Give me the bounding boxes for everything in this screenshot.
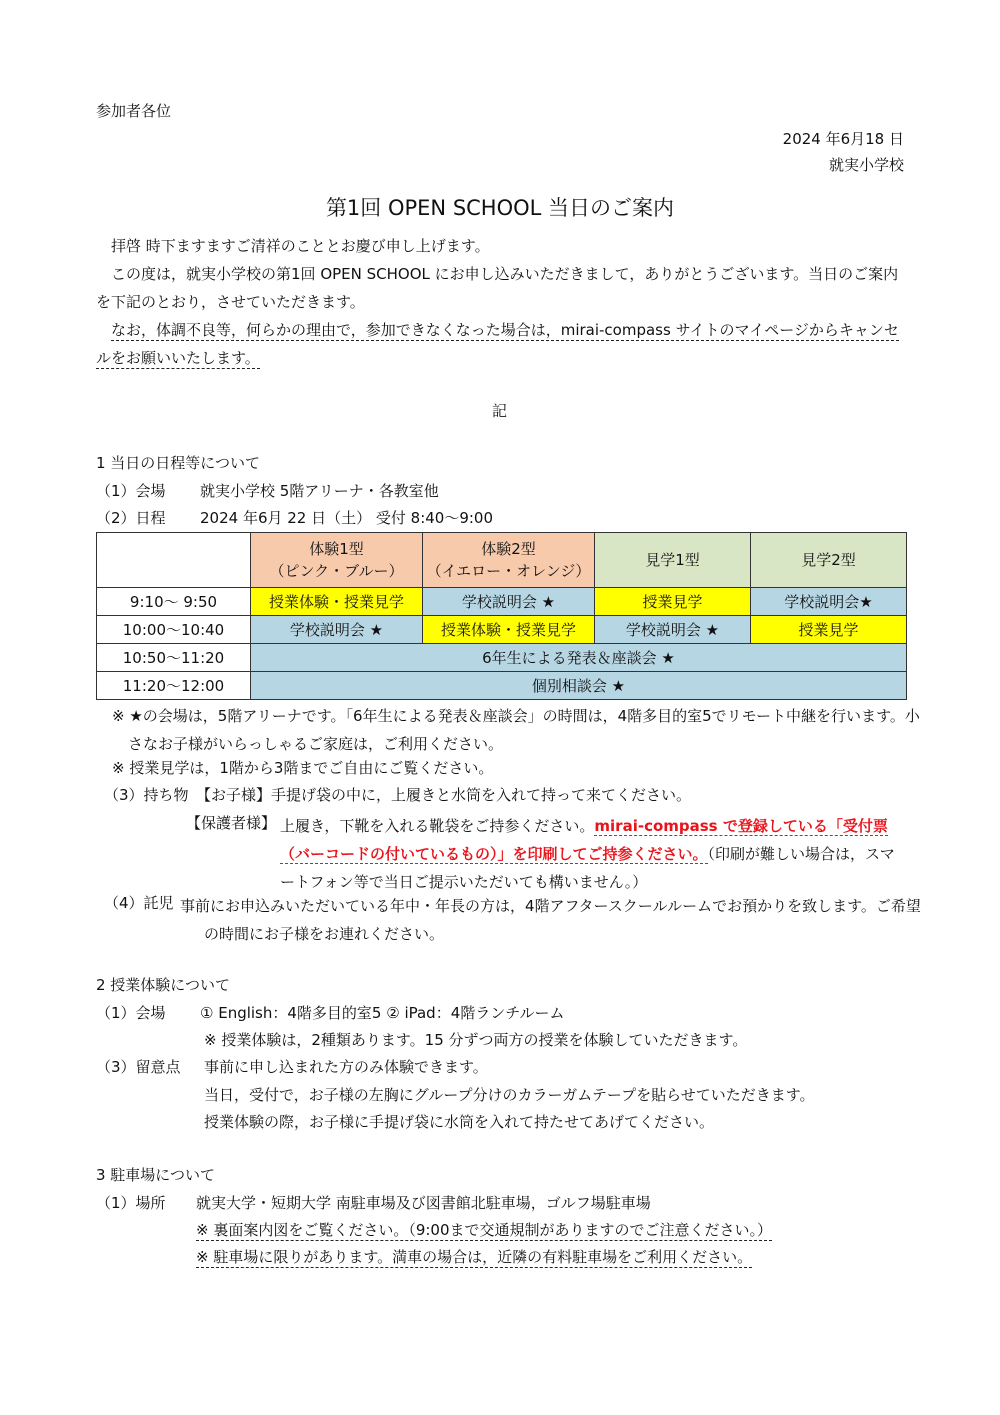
intro-paragraph: この度は，就実小学校の第1回 OPEN SCHOOL にお申し込みいただきまして，ありがとうございます。当日のご案内を下記のとおり，させていただきます。 xyxy=(96,265,899,311)
greeting: 拝啓 時下ますますご清祥のこととお慶び申し上げます。 xyxy=(111,237,490,255)
merged-cell: 6年生による発表＆座談会 ★ xyxy=(251,644,907,672)
s3-note-1 xyxy=(196,1219,772,1240)
table-corner-cell xyxy=(97,533,251,588)
table-row xyxy=(97,616,907,644)
s2-notes-2: 当日，受付で，お子様の左胸にグループ分けのカラーガムテープを貼らせていただきます。 xyxy=(204,1086,815,1104)
items-parent-text: 上履き，下靴を入れる靴袋をご持参ください。 xyxy=(280,817,595,835)
document-date: 2024 年6月18 日 xyxy=(782,130,904,148)
header-line1: 体験2型 xyxy=(481,540,536,558)
ki-label: 記 xyxy=(492,402,508,420)
header-line2: （イエロー・オレンジ） xyxy=(426,562,591,580)
header-cell xyxy=(751,533,907,588)
venue-label: （1）会場 xyxy=(96,482,166,500)
observation-note: ※ 授業見学は，1階から3階までご自由にご覧ください。 xyxy=(112,759,494,777)
items-parent-label: 【保護者様】 xyxy=(186,814,277,832)
table-cell: 学校説明会★ xyxy=(751,588,907,616)
header-cell xyxy=(251,533,423,588)
section2-heading: 2 授業体験について xyxy=(96,976,231,994)
table-cell: 学校説明会 ★ xyxy=(423,588,595,616)
header-line1: 見学1型 xyxy=(645,551,700,569)
time-cell: 11:20～12:00 xyxy=(97,672,251,700)
items-parent-tail: （印刷が難しい場合は，スマートフォン等で当日ご提示いただいても構いません。） xyxy=(280,845,895,891)
header-line1: 体験1型 xyxy=(309,540,364,558)
time-cell: 9:10～ 9:50 xyxy=(97,588,251,616)
s2-notes-label: （3）留意点 xyxy=(96,1058,181,1076)
section1-heading: 1 当日の日程等について xyxy=(96,454,261,472)
schedule-table xyxy=(96,532,907,700)
s2-notes-1: 事前に申し込まれた方のみ体験できます。 xyxy=(204,1058,488,1076)
s2-notes-3: 授業体験の際，お子様に手提げ袋に水筒を入れて持たせてあげてください。 xyxy=(204,1113,715,1131)
s3-place-label: （1）場所 xyxy=(96,1194,166,1212)
table-cell: 授業見学 xyxy=(595,588,751,616)
s2-venue-text: ① English：4階多目的室5 ② iPad：4階ランチルーム xyxy=(200,1004,565,1022)
table-row xyxy=(97,672,907,700)
table-row xyxy=(97,644,907,672)
merged-cell: 個別相談会 ★ xyxy=(251,672,907,700)
star-venue-note: ※ ★の会場は，5階アリーナです。「6年生による発表＆座談会」の時間は，4階多目的室5でリモート中継を行います。小さなお子様がいらっしゃるご家庭は，ご利用ください。 xyxy=(112,707,920,753)
table-cell: 学校説明会 ★ xyxy=(595,616,751,644)
time-cell: 10:00～10:40 xyxy=(97,616,251,644)
table-cell: 学校説明会 ★ xyxy=(251,616,423,644)
section3-heading: 3 駐車場について xyxy=(96,1166,216,1184)
schedule-label: （2）日程 xyxy=(96,509,166,527)
schedule-text: 2024 年6月 22 日（土） 受付 8:40～9:00 xyxy=(200,509,494,527)
childcare-text: 事前にお申込みいただいている年中・年長の方は，4階アフタースクールルームでお預かりを致します。ご希望の時間にお子様をお連れください。 xyxy=(180,897,921,943)
time-cell: 10:50～11:20 xyxy=(97,644,251,672)
childcare-label: （4）託児 xyxy=(104,894,174,912)
items-parent-block xyxy=(280,812,908,896)
header-line2: （ピンク・ブルー） xyxy=(269,562,404,580)
table-cell: 授業体験・授業見学 xyxy=(423,616,595,644)
cancel-notice xyxy=(96,316,908,372)
addressee: 参加者各位 xyxy=(96,102,172,120)
items-label: （3）持ち物 xyxy=(104,786,189,804)
header-line1: 見学2型 xyxy=(801,551,856,569)
s2-venue-note: ※ 授業体験は，2種類あります。15 分ずつ両方の授業を体験していただきます。 xyxy=(204,1031,748,1049)
table-cell: 授業体験・授業見学 xyxy=(251,588,423,616)
header-cell xyxy=(595,533,751,588)
s3-note-2 xyxy=(196,1246,752,1267)
print-receipt-notice: mirai-compass で登録している「受付票（バーコードの付いているもの）」を印刷してご持参ください。 xyxy=(280,817,888,863)
cancel-notice-text: なお，体調不良等，何らかの理由で，参加できなくなった場合は，mirai-compass サイトのマイページからキャンセルをお願いいたします。 xyxy=(96,321,899,367)
s3-note-1-text: ※ 裏面案内図をご覧ください。（9:00まで交通規制がありますのでご注意ください。） xyxy=(196,1221,773,1239)
school-name: 就実小学校 xyxy=(828,156,904,174)
table-row xyxy=(97,588,907,616)
items-child: 【お子様】手提げ袋の中に，上履きと水筒を入れて持って来てください。 xyxy=(196,786,692,804)
header-cell xyxy=(423,533,595,588)
s3-place-text: 就実大学・短期大学 南駐車場及び図書館北駐車場，ゴルフ場駐車場 xyxy=(196,1194,651,1212)
s3-note-2-text: ※ 駐車場に限りがあります。満車の場合は，近隣の有料駐車場をご利用ください。 xyxy=(196,1248,753,1266)
s2-venue-label: （1）会場 xyxy=(96,1004,166,1022)
table-cell: 授業見学 xyxy=(751,616,907,644)
table-header-row xyxy=(97,533,907,588)
page-title: 第1回 OPEN SCHOOL 当日のご案内 xyxy=(325,196,675,220)
venue-text: 就実小学校 5階アリーナ・各教室他 xyxy=(200,482,439,500)
